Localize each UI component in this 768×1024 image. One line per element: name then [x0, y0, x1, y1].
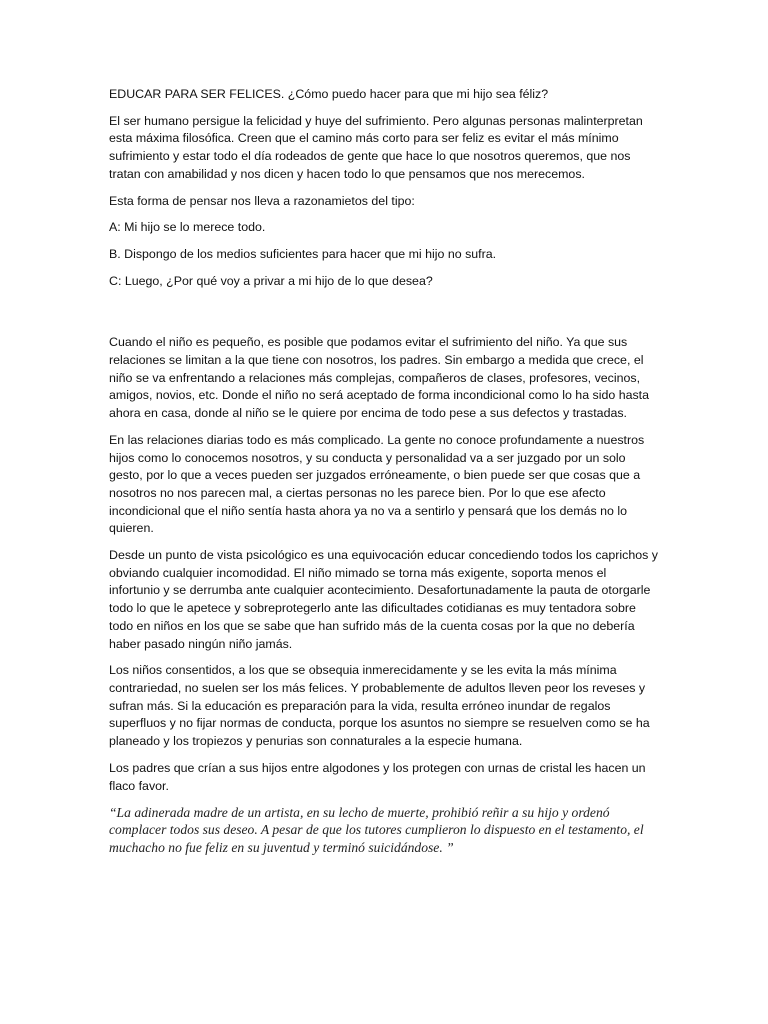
list-item-c: C: Luego, ¿Por qué voy a privar a mi hijo de lo que desea?: [109, 273, 433, 288]
list-item-b: B. Dispongo de los medios suficientes para hacer que mi hijo no sufra.: [109, 246, 497, 261]
paragraph-reasoning: Esta forma de pensar nos lleva a razonamietos del tipo:: [109, 193, 415, 208]
quote: “La adinerada madre de un artista, en su lecho de muerte, prohibió reñir a su hijo y ordenó complacer todos sus deseo. A pesar de que los tutores cumplieron lo dispuesto en el testamento, el muchacho no fue feliz en su juventud y terminó suicidándose. ”: [109, 805, 644, 855]
list-item-a: A: Mi hijo se lo merece todo.: [109, 220, 266, 235]
paragraph-parents: Los padres que crían a sus hijos entre algodones y los protegen con urnas de cristal les hacen un flaco favor.: [109, 760, 646, 793]
document-title: EDUCAR PARA SER FELICES. ¿Cómo puedo hacer para que mi hijo sea féliz?: [109, 87, 549, 101]
paragraph-psychological: Desde un punto de vista psicológico es una equivocación educar concediendo todos los caprichos y obviando cualquier incomodidad. El niño mimado se torna más exigente, soporta menos el infortunio y se derrumba ante cualquier acontecimiento. Desafortunadamente la pauta de otorgarle todo lo que le apetece y sobreprotegerlo ante las dificultades cotidianas es muy tentadora sobre todo en niños en los que se sabe que han sufrido más de la cuenta cosas por la que no debería haber pasado ningún niño jamás.: [109, 548, 658, 651]
document-page: [109, 86, 659, 856]
paragraph-child-small: Cuando el niño es pequeño, es posible que podamos evitar el sufrimiento del niño. Ya que sus relaciones se limitan a la que tiene con nosotros, los padres. Sin embargo a medida que crece, el niño se va enfrentando a relaciones más complejas, compañeros de clases, profesores, vecinos, amigos, novios, etc. Donde el niño no será aceptado de forma incondicional como lo ha sido hasta ahora en casa, donde al niño se le quiere por encima de todo pese a sus defectos y trastadas.: [109, 335, 650, 421]
paragraph-spoiled-children: Los niños consentidos, a los que se obsequia inmerecidamente y se les evita la más mínima contrariedad, no suelen ser los más felices. Y probablemente de adultos lleven peor los reveses y sufran más. Si la educación es preparación para la vida, resulta erróneo inundar de regalos superfluos y no fijar normas de conducta, porque los asuntos no siempre se resuelven como se ha planeado y los tropiezos y penurias son connaturales a la especie humana.: [109, 663, 650, 749]
paragraph-intro: El ser humano persigue la felicidad y huye del sufrimiento. Pero algunas personas malinterpretan esta máxima filosófica. Creen que el camino más corto para ser feliz es evitar el más mínimo sufrimiento y estar todo el día rodeados de gente que hace lo que nosotros queremos, que nos tratan con amabilidad y nos dicen y hacen todo lo que pensamos que nos merecemos.: [109, 113, 643, 181]
paragraph-daily-relations: En las relaciones diarias todo es más complicado. La gente no conoce profundamente a nuestros hijos como lo conocemos nosotros, y su conducta y personalidad va a ser juzgado por un solo gesto, por lo que a veces pueden ser juzgados erróneamente, o bien puede ser que cosas que a nosotros no nos parecen mal, a ciertas personas no les parece bien. Por lo que ese afecto incondicional que el niño sentía hasta ahora ya no va a sentirlo y pensará que los demás no lo quieren.: [109, 432, 645, 536]
